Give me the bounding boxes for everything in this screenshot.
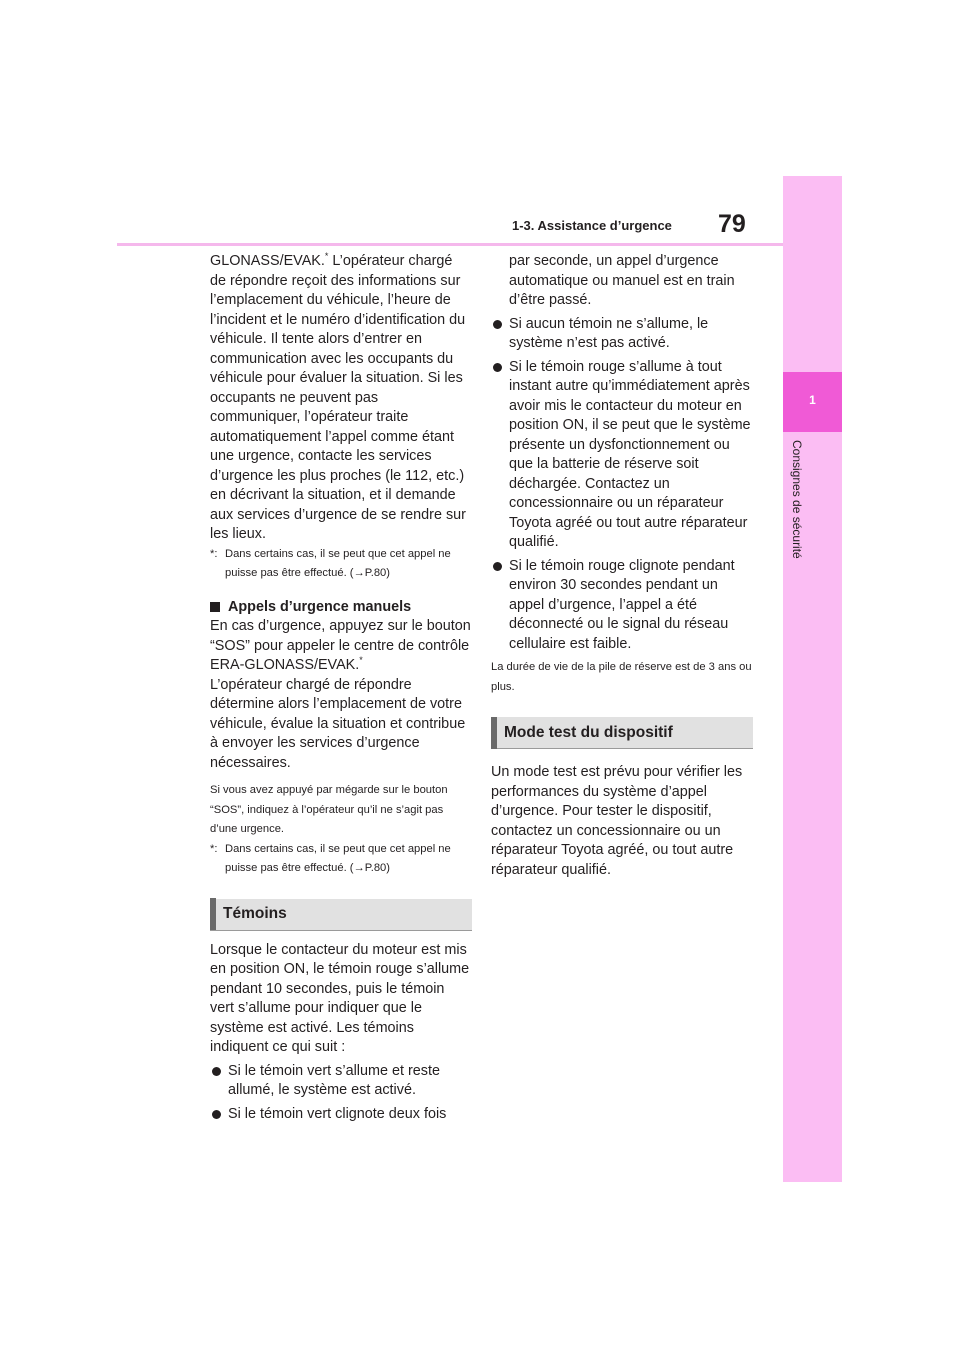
bullet-dot-icon: [212, 1067, 221, 1076]
section-heading-test-mode: Mode test du dispositif: [491, 717, 753, 749]
chapter-title: Consignes de sécurité: [790, 440, 804, 559]
manual-calls-paragraph: En cas d’urgence, appuyez sur le bouton “SOS” pour appeler le centre de contrôle ERA-GLONASS/EVAK.* L’opérateur chargé de répondre détermine alors l’emplacement de votre véhicule, évalue la situation et contribue à envoyer les services d’urgence nécessaires.: [210, 618, 471, 771]
subheading-manual-calls: Appels d’urgence manuels: [210, 598, 472, 618]
temoins-paragraph: Lorsque le contacteur du moteur est mis en position ON, le témoin rouge s’allume pendant 10 secondes, puis le témoin vert s’allume pour indiquer que le système est activé. Les témoins indiquent ce qui suit :: [210, 941, 470, 1056]
continued-paragraph: par seconde, un appel d’urgence automatique ou manuel est en train d’être passé.: [509, 253, 735, 308]
list-item: Si le témoin rouge s’allume à tout instant autre qu’immédiatement après avoir mis le contacteur du moteur en position ON, il se peut que le système présente un dysfonctionnement ou que la batterie de réserve soit déchargée. Contactez un concessionnaire ou un réparateur Toyota agréé ou tout autre réparateur qualifié.: [491, 358, 753, 553]
left-column: [210, 252, 472, 1124]
chapter-number: 1: [809, 393, 816, 407]
intro-paragraph: GLONASS/EVAK.* L’opérateur chargé de répondre reçoit des informations sur l’emplacement du véhicule, l’heure de l’incident et le numéro d’identification du véhicule. Il tente alors d’entrer en communication avec les occupants du véhicule pour évaluer la situation. Si les occupants ne peuvent pas communiquer, l’opérateur traite automatiquement l’appel comme étant une urgence, contacte les services d’urgence les plus proches (le 112, etc.) en décrivant la situation, et il demande aux services d’urgence de se rendre sur les lieux.: [210, 251, 466, 542]
list-item: Si le témoin vert clignote deux fois: [210, 1105, 472, 1125]
bullet-dot-icon: [493, 363, 502, 372]
footnote: *: Dans certains cas, il se peut que cet appel ne puisse pas être effectué. (→P.80): [210, 842, 451, 875]
list-item: Si le témoin vert s’allume et reste allumé, le système est activé.: [210, 1062, 472, 1101]
test-mode-paragraph: Un mode test est prévu pour vérifier les performances du système d’appel d’urgence. Pour tester le dispositif, contactez un concessionnaire ou un réparateur Toyota agréé, ou tout autre réparateur qualifié.: [491, 764, 743, 878]
manual-calls-note: Si vous avez appuyé par mégarde sur le bouton “SOS”, indiquez à l’opérateur qu’il ne s’agit pas d’une urgence.: [210, 784, 448, 836]
bullet-dot-icon: [493, 320, 502, 329]
list-item: Si le témoin rouge clignote pendant environ 30 secondes pendant un appel d’urgence, l’appel a été déconnecté ou le signal du réseau cellulaire est faible.: [491, 557, 753, 655]
list-item: Si aucun témoin ne s’allume, le système n’est pas activé.: [491, 315, 753, 354]
section-heading-bar: [491, 717, 497, 749]
section-title: 1-3. Assistance d’urgence: [512, 218, 672, 233]
section-heading-bar: [210, 898, 216, 930]
right-column: [491, 252, 753, 880]
page-number: 79: [718, 210, 746, 238]
square-bullet-icon: [210, 602, 220, 612]
battery-note: La durée de vie de la pile de réserve est de 3 ans ou plus.: [491, 661, 752, 693]
chapter-tab: [783, 176, 842, 1182]
bullet-dot-icon: [212, 1110, 221, 1119]
section-heading-temoins: Témoins: [210, 899, 472, 931]
footnote: *: Dans certains cas, il se peut que cet appel ne puisse pas être effectué. (→P.80): [210, 547, 451, 579]
header-rule: [117, 243, 783, 246]
bullet-dot-icon: [493, 562, 502, 571]
